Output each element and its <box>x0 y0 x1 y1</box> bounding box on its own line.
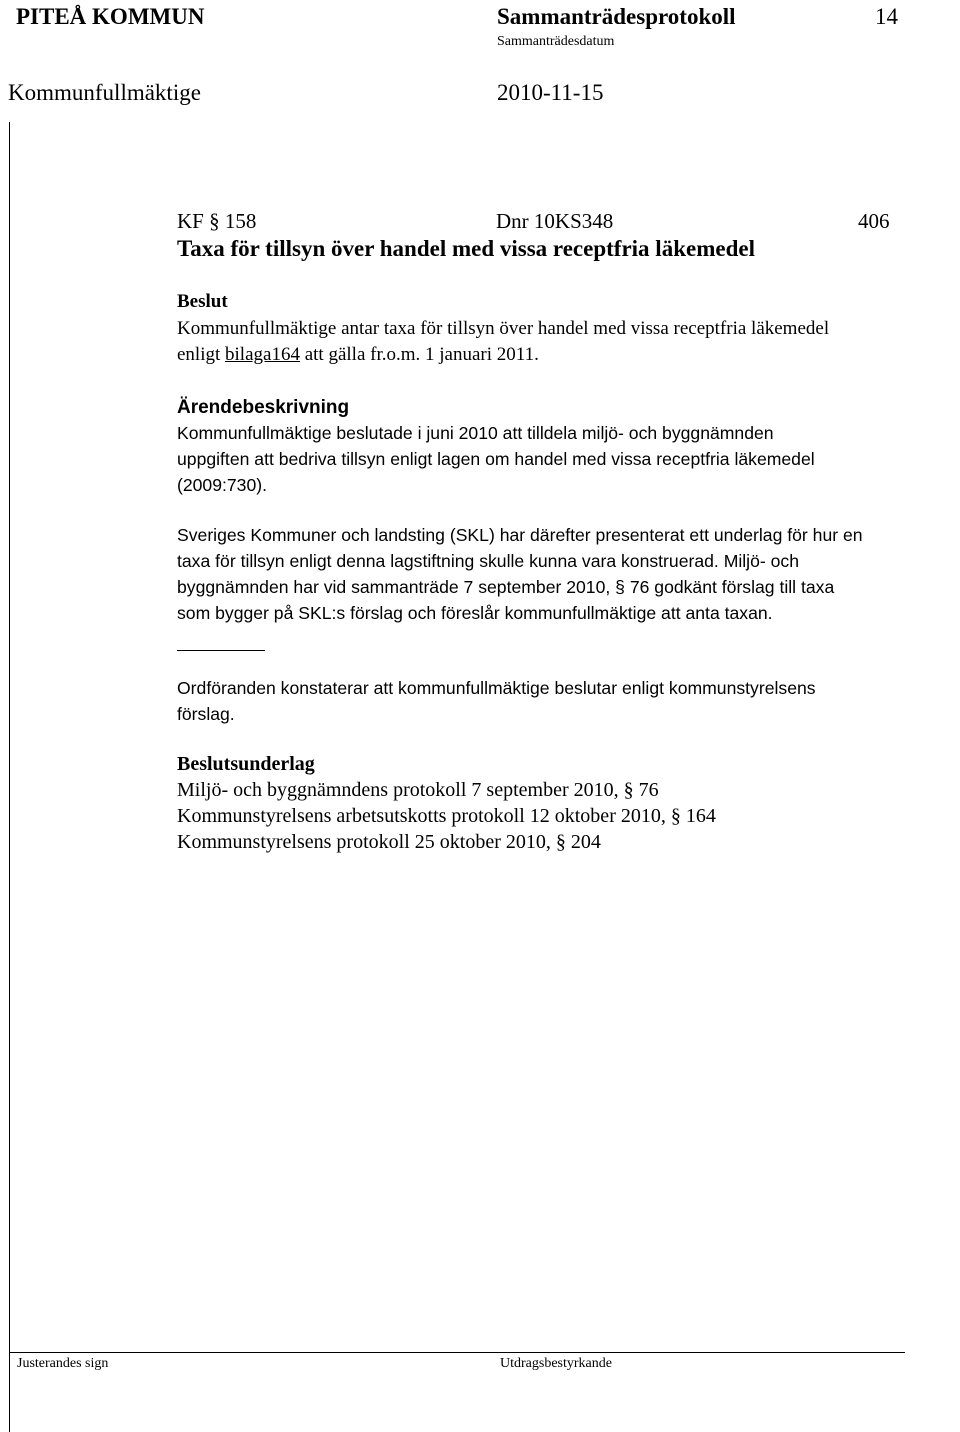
date-label: Sammanträdesdatum <box>497 34 615 49</box>
underlag-item-2: Kommunstyrelsens arbetsutskotts protokoll 12 oktober 2010, § 164 <box>177 805 716 827</box>
case-title: Taxa för tillsyn över handel med vissa receptfria läkemedel <box>177 236 755 261</box>
left-margin-rule <box>9 122 10 1432</box>
beslut-line-2 <box>177 344 539 366</box>
dnr-number: Dnr 10KS348 <box>496 209 614 233</box>
arende-p2-line-2b: Miljö- och <box>723 551 799 571</box>
footer-rule <box>9 1352 905 1353</box>
body-name: Kommunfullmäktige <box>8 80 201 105</box>
beslut-line-1: Kommunfullmäktige antar taxa för tillsyn över handel med vissa receptfria läkemedel <box>177 318 830 339</box>
beslut-line-2-prefix: enligt <box>177 344 226 365</box>
underlag-item-1: Miljö- och byggnämndens protokoll 7 september 2010, § 76 <box>177 779 659 801</box>
paragraph-id: 406 <box>858 209 890 233</box>
footer-utdragsbestyrkande: Utdragsbestyrkande <box>500 1356 612 1371</box>
arende-p1-line-1: Kommunfullmäktige beslutade i juni 2010 att tilldela miljö- och byggnämnden <box>177 423 774 443</box>
page-number: 14 <box>875 4 898 29</box>
beslut-line-2-suffix: att gälla fr.o.m. 1 januari 2011. <box>299 344 539 365</box>
arende-heading: Ärendebeskrivning <box>177 397 350 418</box>
bilaga-link[interactable]: bilaga164 <box>225 344 300 365</box>
arende-p1-line-2: uppgiften att bedriva tillsyn enligt lagen om handel med vissa receptfria läkemedel <box>177 449 815 469</box>
ordforande-line-1: Ordföranden konstaterar att kommunfullmäktige beslutar enligt kommunstyrelsens <box>177 678 816 698</box>
arende-p2-line-2 <box>177 551 799 572</box>
arende-p2-line-3: byggnämnden har vid sammanträde 7 september 2010, § 76 godkänt förslag till taxa <box>177 577 835 597</box>
beslut-heading: Beslut <box>177 291 228 312</box>
arende-p2-line-2a: taxa för tillsyn enligt denna lagstiftning skulle kunna vara konstruerad. <box>177 551 719 571</box>
underlag-item-3: Kommunstyrelsens protokoll 25 oktober 2010, § 204 <box>177 831 601 853</box>
arende-p1-line-3: (2009:730). <box>177 475 267 495</box>
protocol-title: Sammanträdesprotokoll <box>497 4 736 29</box>
separator-rule <box>177 650 265 651</box>
arende-p2-line-1: Sveriges Kommuner och landsting (SKL) har därefter presenterat ett underlag för hur en <box>177 525 863 545</box>
ordforande-line-2: förslag. <box>177 704 235 724</box>
footer-justerandes-sign: Justerandes sign <box>17 1356 109 1371</box>
beslutsunderlag-heading: Beslutsunderlag <box>177 753 315 775</box>
arende-p2-line-4: som bygger på SKL:s förslag och föreslår kommunfullmäktige att anta taxan. <box>177 603 773 623</box>
paragraph-ref: KF § 158 <box>177 209 257 233</box>
organization-name: PITEÅ KOMMUN <box>16 4 205 29</box>
meeting-date: 2010-11-15 <box>497 80 604 105</box>
